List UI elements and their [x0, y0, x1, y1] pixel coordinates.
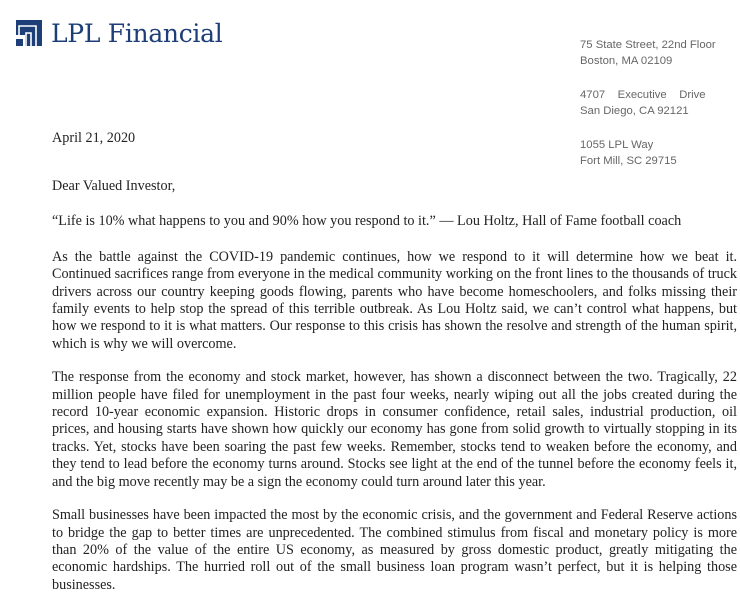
address-line: 75 State Street, 22nd Floor [580, 39, 716, 51]
salutation: Dear Valued Investor, [52, 178, 176, 194]
office-addresses [580, 38, 716, 188]
address-line: Boston, MA 02109 [580, 54, 673, 67]
address-san-diego [580, 88, 716, 119]
paragraph: Small businesses have been impacted the most by the economic crisis, and the government and Federal Reserve actions to bridge the gap to better times are unprecedented. The combined stimulus from fiscal and monetary policy is more than 20% of the value of the entire US economy, as measured by gross domestic product, greatly mitigating the economic hardships. The hurried roll out of the small business loan program wasn’t perfect, but it is helping those businesses. [52, 507, 737, 593]
company-logo [16, 20, 222, 46]
paragraph: As the battle against the COVID-19 pandemic continues, how we respond to it will determine how we beat it. Continued sacrifices range from everyone in the medical community working on the front lines to the thousands of truck drivers across our country keeping goods flowing, parents who have become homeschoolers, and folks missing their family events to help stop the spread of this terrible outbreak. As Lou Holtz said, we can’t control what happens, but how we respond to it is what matters. Our response to this crisis has shown the resolve and strength of the human spirit, which is why we will overcome. [52, 248, 737, 352]
address-line: San Diego, CA 92121 [580, 104, 689, 117]
address-boston [580, 38, 716, 69]
opening-quote: “Life is 10% what happens to you and 90% how you respond to it.” — Lou Holtz, Hall of Fame football coach [52, 213, 682, 230]
letter-date: April 21, 2020 [52, 130, 136, 146]
lpl-logo-mark-icon [16, 20, 42, 46]
address-line: 4707 Executive Drive [580, 89, 706, 101]
address-fort-mill [580, 138, 716, 169]
paragraph: The response from the economy and stock market, however, has shown a disconnect between the two. Tragically, 22 million people have filed for unemployment in the past four weeks, nearly wiping out all the jobs created during the record 10-year economic expansion. Historic drops in consumer confidence, retail sales, industrial production, oil prices, and housing starts have shown how quickly our economy has gone from solid growth to virtually stopping in its tracks. Yet, stocks have been soaring the past few weeks. Remember, stocks tend to weaken before the economy, and they tend to lead before the economy turns around. Stocks see light at the end of the tunnel before the economy feels it, and the big move recently may be a sign the economy could turn around later this year. [52, 369, 737, 490]
address-line: Fort Mill, SC 29715 [580, 154, 677, 167]
logo-text: LPL Financial [51, 18, 223, 48]
address-line: 1055 LPL Way [580, 139, 654, 151]
letter-body [52, 178, 737, 610]
